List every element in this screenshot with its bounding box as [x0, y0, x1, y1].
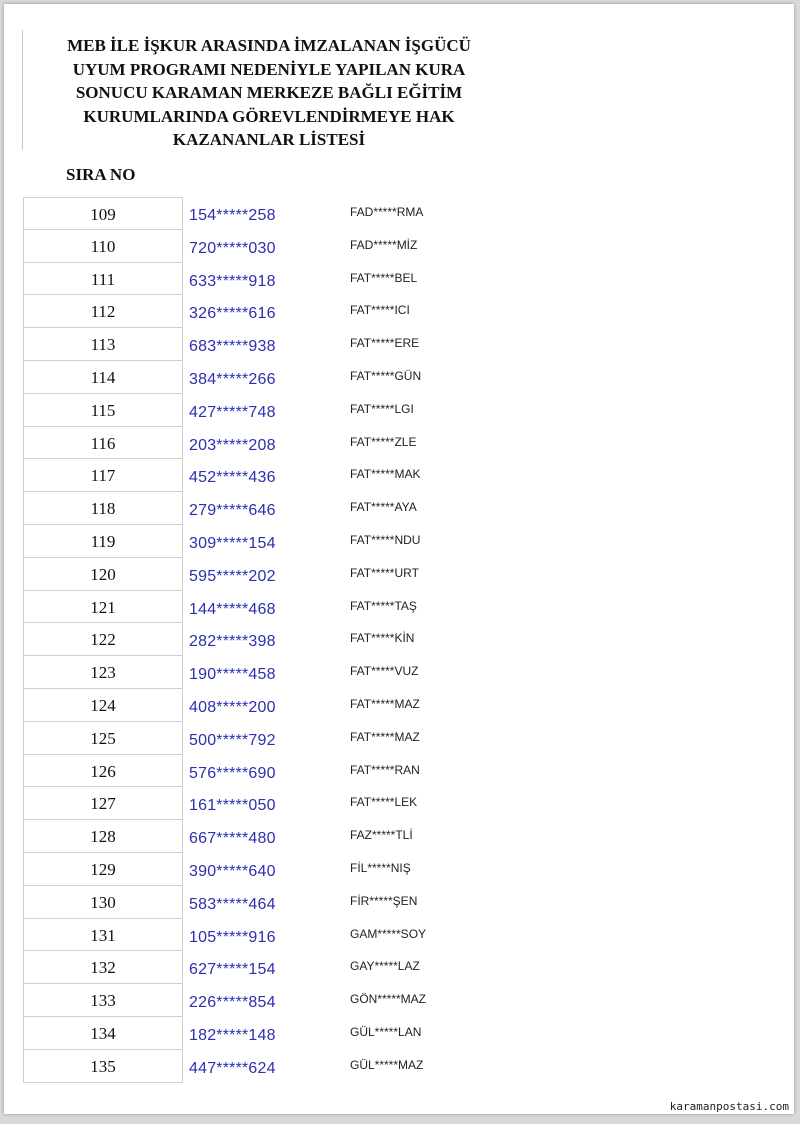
table-row: [23, 886, 463, 919]
row-number: 110: [23, 230, 183, 263]
masked-name: FAT*****RAN: [350, 762, 420, 777]
table-row: [23, 722, 463, 755]
masked-id: 627*****154: [189, 961, 276, 979]
row-number: 123: [23, 656, 183, 689]
masked-name: FİR*****ŞEN: [350, 893, 418, 908]
table-row: [23, 623, 463, 656]
table-row: [23, 689, 463, 722]
masked-name: FAT*****GÜN: [350, 368, 422, 383]
table-row: [23, 787, 463, 820]
title-line: MEB İLE İŞKUR ARASINDA İMZALANAN İŞGÜCÜ: [67, 36, 471, 55]
table-row: [23, 492, 463, 525]
masked-id: 226*****854: [189, 994, 276, 1012]
row-number: 109: [23, 197, 183, 230]
table-row: [23, 984, 463, 1017]
masked-id: 190*****458: [189, 666, 276, 684]
table-row: [23, 328, 463, 361]
masked-name: FAD*****MİZ: [350, 237, 418, 252]
masked-id: 182*****148: [189, 1026, 276, 1044]
masked-id: 326*****616: [189, 305, 276, 323]
margin-rule: [22, 30, 23, 150]
table-row: [23, 295, 463, 328]
row-number: 119: [23, 525, 183, 558]
document-page: [4, 4, 794, 1114]
table-row: [23, 1050, 463, 1083]
masked-id: 309*****154: [189, 534, 276, 552]
row-number: 121: [23, 591, 183, 624]
winners-table: [23, 197, 463, 1083]
row-number: 129: [23, 853, 183, 886]
title-line: UYUM PROGRAMI NEDENİYLE YAPILAN KURA: [72, 59, 466, 79]
row-number: 118: [23, 492, 183, 525]
source-watermark: karamanpostasi.com: [667, 1099, 792, 1114]
masked-id: 427*****748: [189, 403, 276, 421]
document-title: [34, 34, 504, 152]
table-row: [23, 525, 463, 558]
masked-name: FAT*****MAZ: [350, 696, 420, 711]
masked-name: FAT*****LEK: [350, 795, 418, 810]
masked-name: GÖN*****MAZ: [350, 992, 427, 1007]
masked-name: FAT*****AYA: [350, 500, 417, 515]
table-row: [23, 361, 463, 394]
masked-id: 279*****646: [189, 502, 276, 520]
row-number: 111: [23, 263, 183, 296]
table-row: [23, 459, 463, 492]
row-number: 132: [23, 951, 183, 984]
column-header-sira-no: SIRA NO: [66, 165, 136, 184]
table-row: [23, 591, 463, 624]
masked-name: FAT*****VUZ: [350, 664, 419, 679]
masked-id: 583*****464: [189, 895, 276, 913]
row-number: 130: [23, 886, 183, 919]
masked-id: 595*****202: [189, 567, 276, 585]
masked-name: FAT*****MAZ: [350, 729, 420, 744]
table-row: [23, 427, 463, 460]
masked-id: 667*****480: [189, 830, 276, 848]
table-row: [23, 656, 463, 689]
row-number: 131: [23, 919, 183, 952]
row-number: 112: [23, 295, 183, 328]
masked-id: 720*****030: [189, 239, 276, 257]
table-row: [23, 820, 463, 853]
masked-id: 452*****436: [189, 469, 276, 487]
row-number: 133: [23, 984, 183, 1017]
masked-id: 282*****398: [189, 633, 276, 651]
masked-name: GÜL*****LAN: [350, 1024, 422, 1039]
row-number: 134: [23, 1017, 183, 1050]
row-number: 124: [23, 689, 183, 722]
masked-name: FAT*****ZLE: [350, 434, 417, 449]
title-line: KAZANANLAR LİSTESİ: [172, 130, 366, 149]
table-row: [23, 1017, 463, 1050]
table-row: [23, 197, 463, 230]
row-number: 117: [23, 459, 183, 492]
masked-name: FAT*****MAK: [350, 467, 421, 482]
row-number: 125: [23, 722, 183, 755]
masked-name: FAZ*****TLİ: [350, 828, 413, 843]
masked-id: 500*****792: [189, 731, 276, 749]
masked-id: 576*****690: [189, 764, 276, 782]
masked-id: 683*****938: [189, 338, 276, 356]
table-row: [23, 558, 463, 591]
masked-name: GÜL*****MAZ: [350, 1057, 424, 1072]
row-number: 113: [23, 328, 183, 361]
table-row: [23, 951, 463, 984]
table-row: [23, 919, 463, 952]
masked-name: FİL*****NIŞ: [350, 860, 411, 875]
masked-id: 154*****258: [189, 207, 276, 224]
table-row: [23, 230, 463, 263]
masked-id: 384*****266: [189, 370, 276, 388]
row-number: 120: [23, 558, 183, 591]
masked-name: GAY*****LAZ: [350, 959, 420, 974]
masked-id: 105*****916: [189, 928, 276, 946]
masked-name: FAT*****TAŞ: [350, 598, 417, 613]
row-number: 128: [23, 820, 183, 853]
row-number: 127: [23, 787, 183, 820]
row-number: 116: [23, 427, 183, 460]
masked-id: 447*****624: [189, 1059, 276, 1077]
table-row: [23, 755, 463, 788]
row-number: 114: [23, 361, 183, 394]
table-row: [23, 263, 463, 296]
row-number: 122: [23, 623, 183, 656]
table-row: [23, 394, 463, 427]
masked-id: 633*****918: [189, 272, 276, 290]
row-number: 115: [23, 394, 183, 427]
title-line: KURUMLARINDA GÖREVLENDİRMEYE HAK: [83, 106, 455, 126]
row-number: 135: [23, 1050, 183, 1083]
masked-name: FAT*****LGI: [350, 401, 414, 416]
masked-name: FAD*****RMA: [350, 205, 424, 219]
masked-name: FAT*****BEL: [350, 270, 418, 285]
masked-name: FAT*****ERE: [350, 336, 420, 351]
masked-name: FAT*****NDU: [350, 532, 421, 547]
row-number: 126: [23, 755, 183, 788]
masked-id: 203*****208: [189, 436, 276, 454]
masked-name: FAT*****KİN: [350, 631, 415, 646]
masked-id: 144*****468: [189, 600, 276, 618]
masked-id: 390*****640: [189, 862, 276, 880]
table-row: [23, 853, 463, 886]
masked-name: FAT*****URT: [350, 565, 419, 580]
masked-name: GAM*****SOY: [350, 926, 427, 941]
masked-id: 161*****050: [189, 797, 276, 815]
masked-name: FAT*****ICI: [350, 303, 410, 318]
masked-id: 408*****200: [189, 698, 276, 716]
title-line: SONUCU KARAMAN MERKEZE BAĞLI EĞİTİM: [75, 83, 463, 102]
